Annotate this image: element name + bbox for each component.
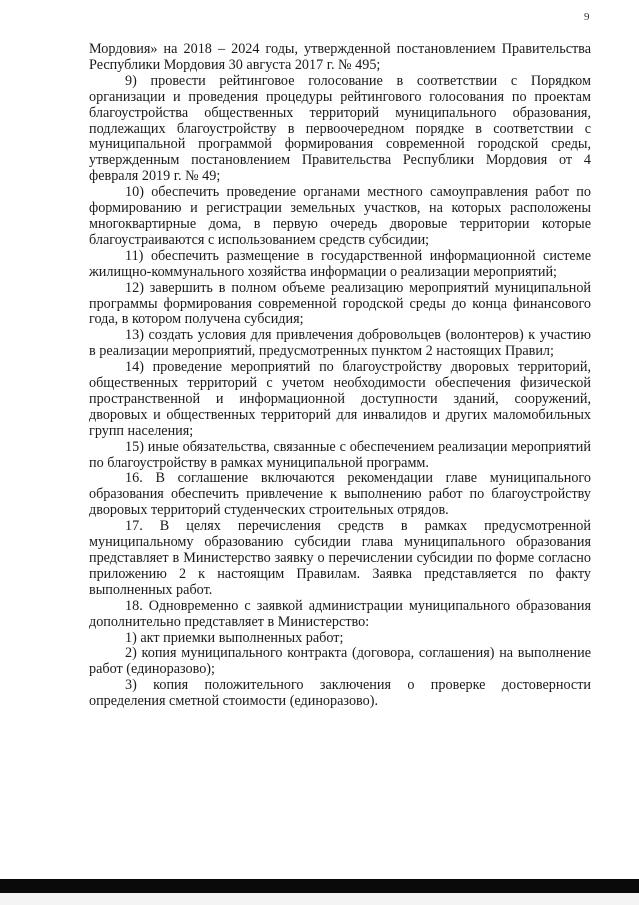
item-11: 11) обеспечить размещение в государственной информационной системе жилищно-коммунального хозяйства информации о реализации мероприятий;	[89, 247, 591, 280]
scan-edge-bar	[0, 879, 639, 893]
paragraph-continuation: Мордовия» на 2018 – 2024 годы, утвержденной постановлением Правительства Республики Мордовия 30 августа 2017 г. № 495;	[89, 41, 591, 73]
document-body	[89, 42, 591, 710]
subitem-3: 3) копия положительного заключения о проверке достоверности определения сметной стоимости (единоразово).	[89, 677, 591, 710]
page-number: 9	[584, 11, 590, 23]
scan-bottom-margin	[0, 893, 639, 905]
item-14: 14) проведение мероприятий по благоустройству дворовых территорий, общественных территорий с учетом необходимости обеспечения физической пространственной и информационной доступности зданий, сооружений, дворовых и общественных территорий для инвалидов и других маломобильных групп населения;	[89, 359, 591, 439]
item-9: 9) провести рейтинговое голосование в соответствии с Порядком организации и проведения процедуры рейтингового голосования по проектам благоустройства общественных территорий муниципального образования, подлежащих благоустройству в первоочередном порядке в соответствии с муниципальной программой формирования современной городской среды, утвержденным постановлением Правительства Республики Мордовия от 4 февраля 2019 г. № 49;	[89, 72, 591, 185]
item-13: 13) создать условия для привлечения добровольцев (волонтеров) к участию в реализации мероприятий, предусмотренных пунктом 2 настоящих Правил;	[89, 327, 591, 360]
clause-16: 16. В соглашение включаются рекомендации главе муниципального образования обеспечить привлечение к выполнению работ по благоустройству дворовых территорий студенческих строительных отрядов.	[89, 470, 591, 519]
clause-17: 17. В целях перечисления средств в рамках предусмотренной муниципальному образованию субсидии глава муниципального образования представляет в Министерство заявку о перечислении субсидии по форме согласно приложению 2 к настоящим Правилам. Заявка представляется по факту выполненных работ.	[89, 518, 591, 598]
clause-18: 18. Одновременно с заявкой администрации муниципального образования дополнительно представляет в Министерство:	[89, 597, 591, 630]
item-15: 15) иные обязательства, связанные с обеспечением реализации мероприятий по благоустройству в рамках муниципальной программ.	[89, 438, 591, 471]
subitem-1: 1) акт приемки выполненных работ;	[125, 629, 344, 646]
item-12: 12) завершить в полном объеме реализацию мероприятий муниципальной программы формирования современной городской среды до конца финансового года, в котором получена субсидия;	[89, 279, 591, 328]
item-10: 10) обеспечить проведение органами местного самоуправления работ по формированию и регистрации земельных участков, на которых расположены многоквартирные дома, в первую очередь дворовые территории которые благоустраиваются с использованием средств субсидии;	[89, 184, 591, 248]
subitem-2: 2) копия муниципального контракта (договора, соглашения) на выполнение работ (единоразово);	[89, 645, 591, 678]
